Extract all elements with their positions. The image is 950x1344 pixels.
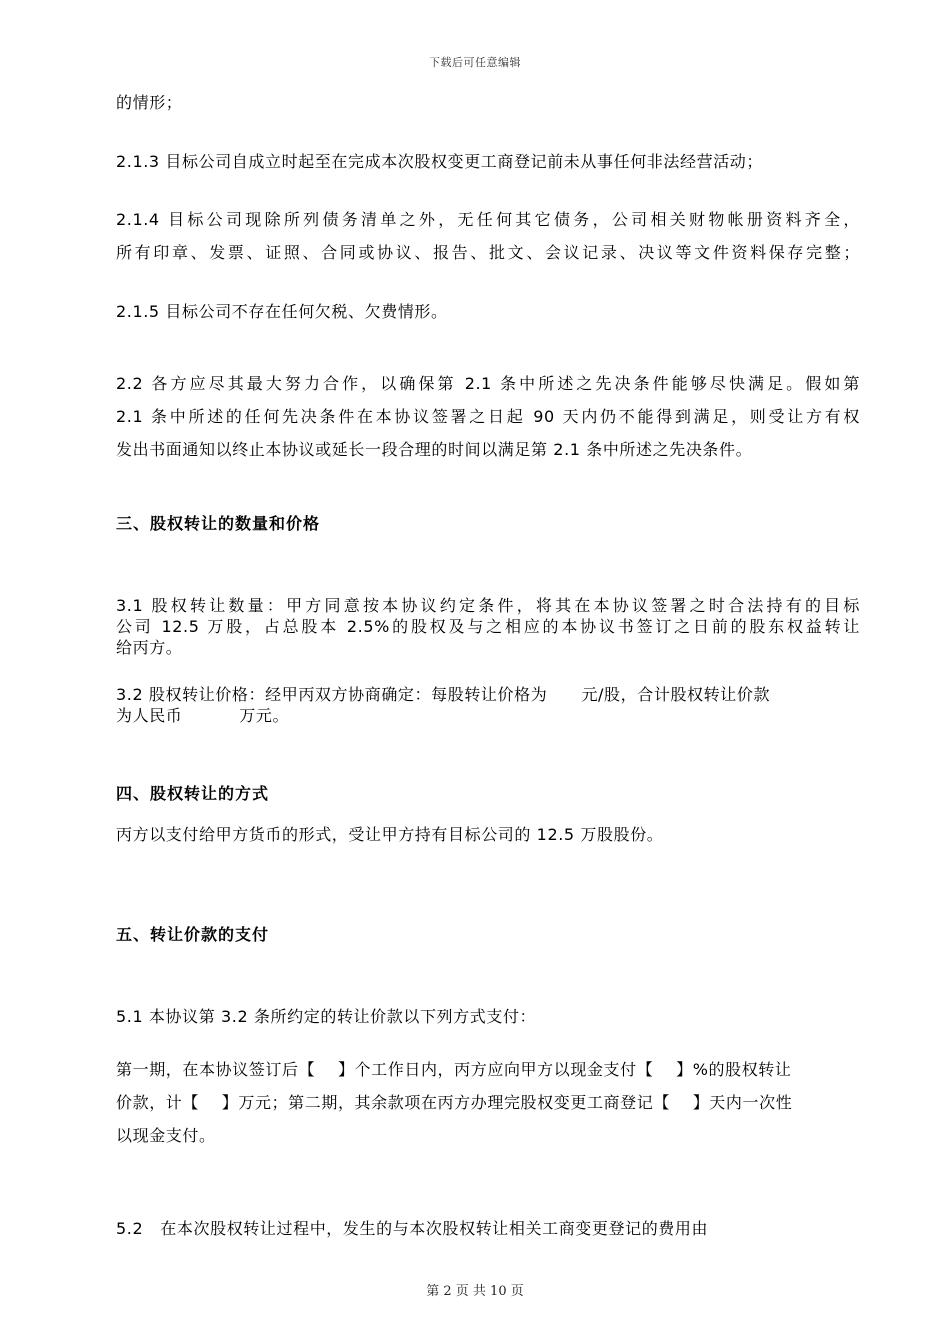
clause-2-1-4-line-1: 2.1.4 目标公司现除所列债务清单之外，无任何其它债务，公司相关财物帐册资料齐全， <box>116 210 860 229</box>
clause-3-1 <box>116 596 860 659</box>
clause-2-2-line-1: 2.2 各方应尽其最大努力合作，以确保第 2.1 条中所述之先决条件能够尽快满足。假如第 <box>116 374 860 393</box>
clause-5-1-payment <box>116 1053 860 1152</box>
clause-2-1-3: 2.1.3 目标公司自成立时起至在完成本次股权变更工商登记前未从事任何非法经营活动； <box>116 152 763 171</box>
clause-3-2-line-2: 为人民币 万元。 <box>116 706 290 725</box>
clause-2-2 <box>116 367 860 466</box>
section-heading-3: 三、股权转让的数量和价格 <box>116 514 321 533</box>
clause-3-1-line-1: 3.1 股权转让数量：甲方同意按本协议约定条件，将其在本协议签署之时合法持有的目标 <box>116 596 860 615</box>
clause-2-2-line-2: 2.1 条中所述的任何先决条件在本协议签署之日起 90 天内仍不能得到满足，则受让方有权 <box>116 407 860 426</box>
clause-4: 丙方以支付给甲方货币的形式，受让甲方持有目标公司的 12.5 万股股份。 <box>116 825 664 844</box>
clause-3-1-line-3: 给丙方。 <box>116 638 183 657</box>
clause-5-2: 5.2 在本次股权转让过程中，发生的与本次股权转让相关工商变更登记的费用由 <box>116 1219 709 1238</box>
clause-5-1: 5.1 本协议第 3.2 条所约定的转让价款以下列方式支付： <box>116 1007 537 1026</box>
page-header: 下载后可任意编辑 <box>429 56 521 69</box>
paragraph-continuation: 的情形； <box>116 93 183 112</box>
clause-5-1-payment-line-2: 价款，计【 】万元；第二期，其余款项在丙方办理完股权变更工商登记【 】天内一次性 <box>116 1093 793 1112</box>
clause-2-1-5: 2.1.5 目标公司不存在任何欠税、欠费情形。 <box>116 302 448 321</box>
clause-3-2-line-1: 3.2 股权转让价格：经甲丙双方协商确定：每股转让价格为 元/股，合计股权转让价款 <box>116 685 771 704</box>
clause-3-1-line-2: 公司 12.5 万股，占总股本 2.5%的股权及与之相应的本协议书签订之日前的股东权益转让 <box>116 617 860 636</box>
clause-2-1-4 <box>116 203 860 269</box>
clause-2-2-line-3: 发出书面通知以终止本协议或延长一段合理的时间以满足第 2.1 条中所述之先决条件。 <box>116 440 753 459</box>
page-footer: 第 2 页 共 10 页 <box>426 1284 524 1299</box>
section-heading-5: 五、转让价款的支付 <box>116 925 270 944</box>
section-heading-4: 四、股权转让的方式 <box>116 784 270 803</box>
clause-2-1-4-line-2: 所有印章、发票、证照、合同或协议、报告、批文、会议记录、决议等文件资料保存完整； <box>116 243 860 262</box>
clause-5-1-payment-line-3: 以现金支付。 <box>116 1126 216 1145</box>
clause-5-1-payment-line-1: 第一期，在本协议签订后【 】个工作日内，丙方应向甲方以现金支付【 】%的股权转让 <box>116 1060 792 1079</box>
clause-3-2 <box>116 685 860 727</box>
